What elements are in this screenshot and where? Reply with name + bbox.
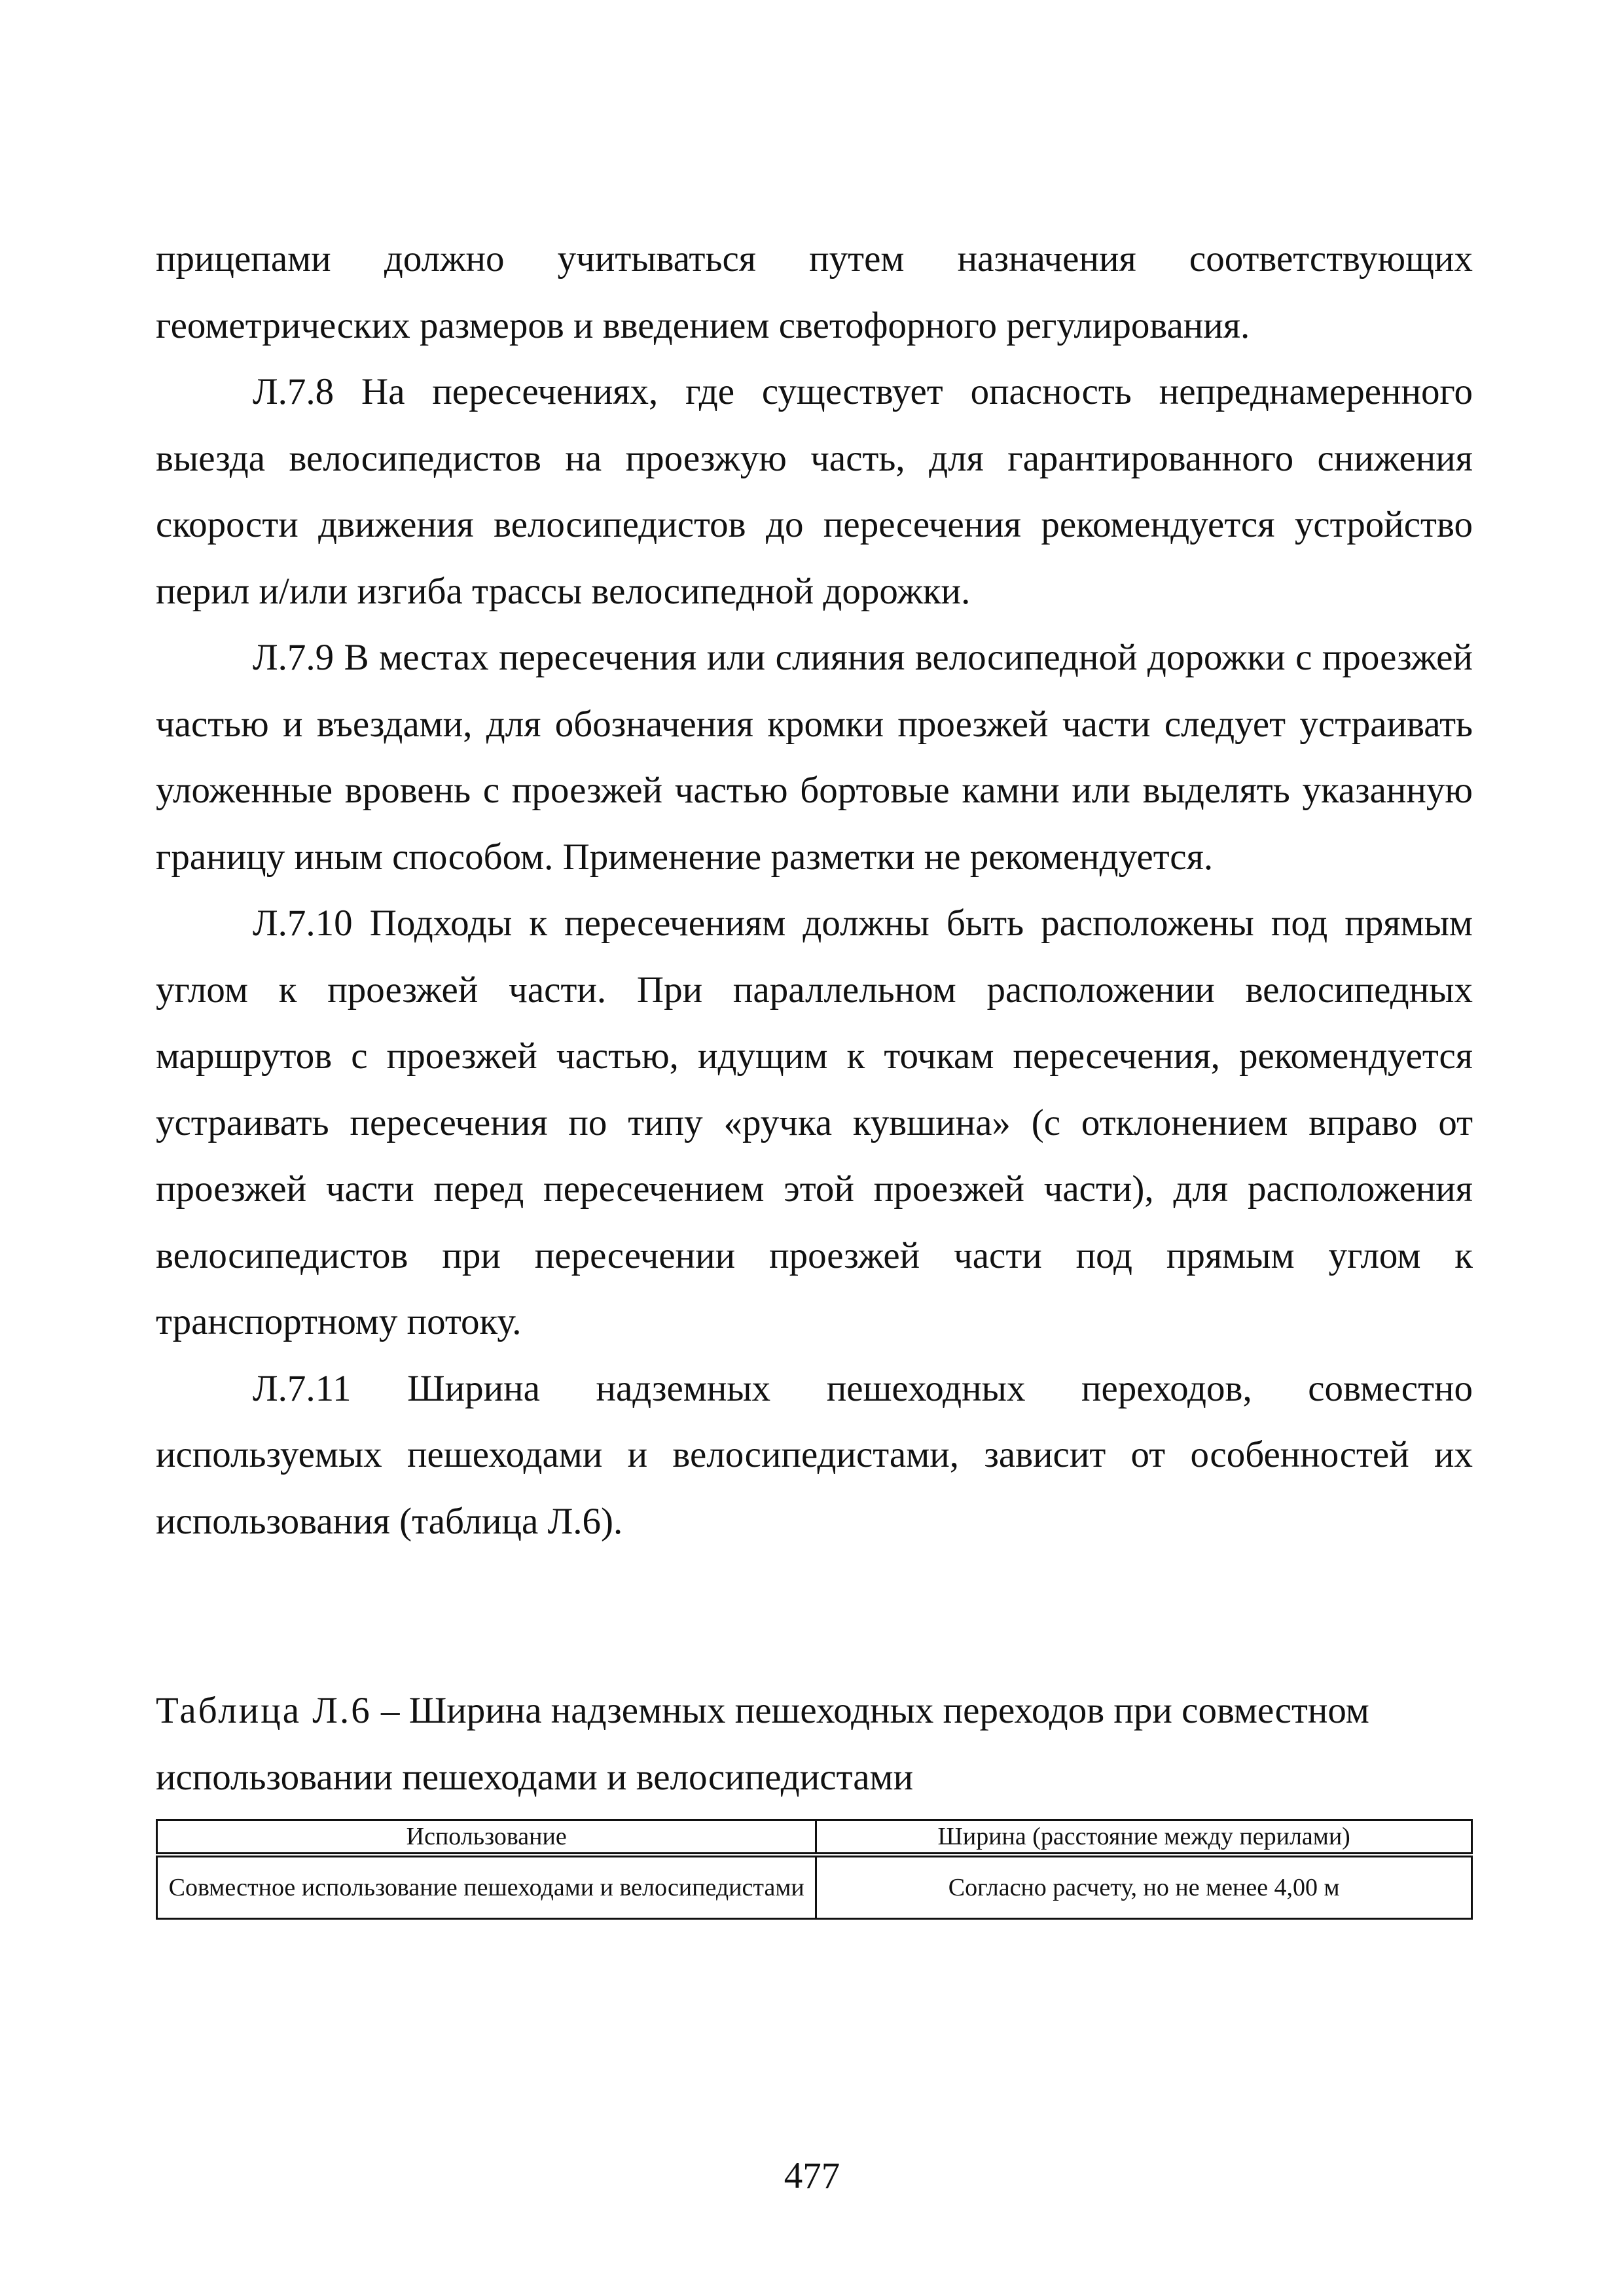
table-header-row — [157, 1820, 1472, 1856]
paragraph-l-7-9: Л.7.9 В местах пересечения или слияния велосипедной дорожки с проезжей частью и въездами, для обозначения кромки проезжей части следует устраивать уложенные вровень с проезжей частью бортовые камни или выделять указанную границу иным способом. Применение разметки не рекомендуется. — [156, 637, 1473, 878]
body-text — [156, 226, 1473, 1554]
table-caption-label: Таблица Л.6 — [156, 1690, 372, 1731]
data-table — [156, 1819, 1473, 1920]
paragraph-l-7-8: Л.7.8 На пересечениях, где существует опасность непреднамеренного выезда велосипедистов на проезжую часть, для гарантированного снижения скорости движения велосипедистов до пересечения рекомендуется устройство перил и/или изгиба трассы велосипедной дорожки. — [156, 371, 1473, 612]
page-number: 477 — [784, 2155, 840, 2197]
table-header-usage: Использование — [157, 1820, 816, 1856]
table-cell-width: Согласно расчету, но не менее 4,00 м — [816, 1855, 1472, 1919]
paragraph-l-7-10: Л.7.10 Подходы к пересечениям должны быть расположены под прямым углом к проезжей части. При параллельном расположении велосипедных маршрутов с проезжей частью, идущим к точкам пересечения, рекомендуется устраивать пересечения по типу «ручка кувшина» (с отклонением вправо от проезжей части перед пересечением этой проезжей части), для расположения велосипедистов при пересечении проезжей части под прямым углом к транспортному потоку. — [156, 903, 1473, 1342]
table-caption-text: – Ширина надземных пешеходных переходов при совместном использовании пешеходами и велосипедистами — [156, 1690, 1369, 1798]
table-caption — [156, 1677, 1473, 1810]
table-row — [157, 1855, 1472, 1919]
paragraph-l-7-11: Л.7.11 Ширина надземных пешеходных переходов, совместно используемых пешеходами и велосипедистами, зависит от особенностей их использования (таблица Л.6). — [156, 1367, 1473, 1542]
paragraph-continuation: прицепами должно учитываться путем назначения соответствующих геометрических размеров и введением светофорного регулирования. — [156, 238, 1473, 346]
table-cell-usage: Совместное использование пешеходами и велосипедистами — [157, 1855, 816, 1919]
table-header-width: Ширина (расстояние между перилами) — [816, 1820, 1472, 1856]
